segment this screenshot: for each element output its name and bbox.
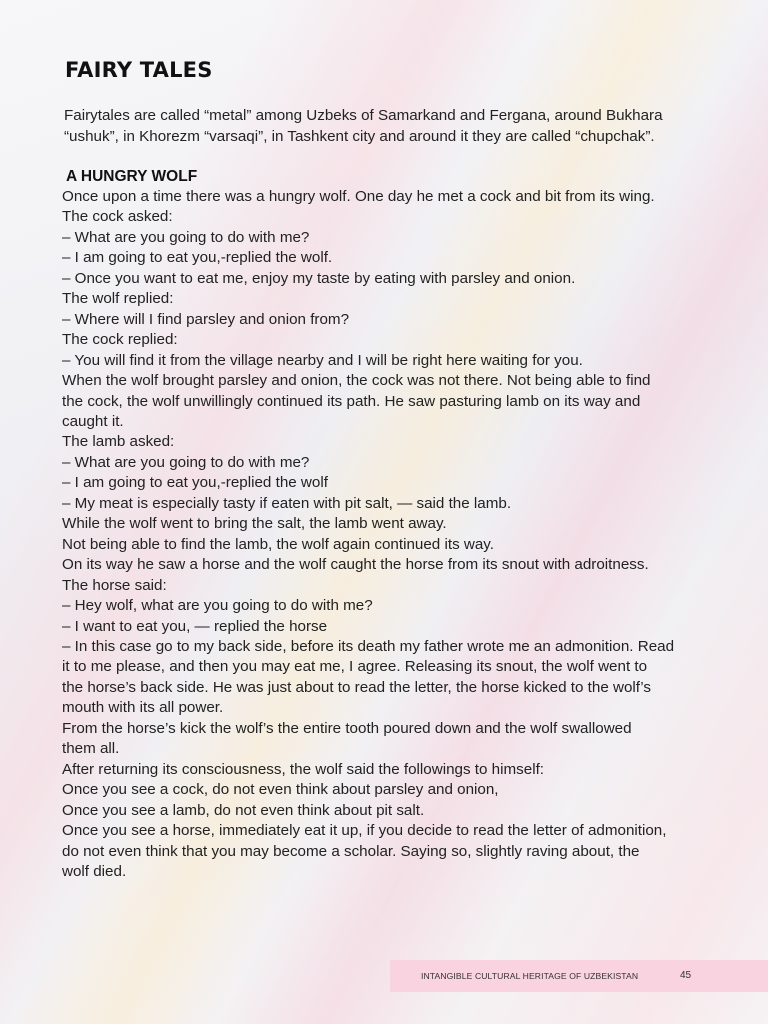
- story-line: The cock replied:: [62, 331, 178, 349]
- story-line: do not even think that you may become a scholar. Saying so, slightly raving about, the: [62, 842, 640, 860]
- story-text: [62, 187, 702, 882]
- story-line: wolf died.: [62, 862, 127, 880]
- story-line: – Hey wolf, what are you going to do with me?: [62, 597, 373, 615]
- story-line: Once upon a time there was a hungry wolf. One day he met a cock and bit from its wing.: [62, 188, 655, 205]
- story-line: Once you see a lamb, do not even think about pit salt.: [62, 801, 425, 819]
- story-line: Not being able to find the lamb, the wolf again continued its way.: [62, 535, 494, 553]
- story-line: Once you see a cock, do not even think about parsley and onion,: [62, 781, 499, 799]
- story-line: – My meat is especially tasty if eaten with pit salt, — said the lamb.: [62, 494, 512, 512]
- story-line: them all.: [62, 740, 120, 758]
- story-line: it to me please, and then you may eat me, I agree. Releasing its snout, the wolf went to: [62, 658, 648, 676]
- story-line: the horse’s back side. He was just about to read the letter, the horse kicked to the wolf’s: [62, 678, 651, 696]
- story-line: – Once you want to eat me, enjoy my taste by eating with parsley and onion.: [62, 269, 576, 287]
- story-line: – I am going to eat you,-replied the wolf.: [62, 249, 333, 267]
- story-line: While the wolf went to bring the salt, the lamb went away.: [62, 515, 447, 533]
- story-line: The cock asked:: [62, 208, 173, 226]
- story-line: – In this case go to my back side, before its death my father wrote me an admonition. Read: [62, 637, 675, 655]
- story-line: caught it.: [62, 412, 124, 430]
- story-line: – I am going to eat you,-replied the wolf: [62, 474, 328, 492]
- story-line: After returning its consciousness, the wolf said the followings to himself:: [62, 760, 545, 778]
- footer-band: [390, 960, 768, 992]
- section-title: FAIRY TALES: [65, 58, 213, 82]
- story-line: – What are you going to do with me?: [62, 453, 310, 471]
- story-line: The horse said:: [62, 576, 167, 594]
- story-line: the cock, the wolf unwillingly continued its path. He saw pasturing lamb on its way and: [62, 392, 641, 410]
- page-number: 45: [680, 970, 692, 981]
- story-line: The lamb asked:: [62, 433, 175, 451]
- story-line: – What are you going to do with me?: [62, 228, 310, 246]
- story-line: – You will find it from the village nearby and I will be right here waiting for you.: [62, 351, 583, 369]
- story-line: The wolf replied:: [62, 290, 174, 308]
- story-line: mouth with its all power.: [62, 699, 224, 717]
- story-line: From the horse’s kick the wolf’s the entire tooth poured down and the wolf swallowed: [62, 719, 632, 737]
- story-line: On its way he saw a horse and the wolf caught the horse from its snout with adroitness.: [62, 556, 649, 574]
- story-line: Once you see a horse, immediately eat it up, if you decide to read the letter of admonition,: [62, 822, 667, 840]
- footer-label: INTANGIBLE CULTURAL HERITAGE OF UZBEKISTAN: [421, 971, 639, 981]
- intro-paragraph: Fairytales are called “metal” among Uzbeks of Samarkand and Fergana, around Bukhara “ushuk”, in Khorezm “varsaqi”, in Tashkent city and around it they are called “chupchak”.: [64, 107, 663, 145]
- story-line: – I want to eat you, — replied the horse: [62, 617, 328, 635]
- story-line: When the wolf brought parsley and onion, the cock was not there. Not being able to find: [62, 372, 651, 390]
- story-title: A HUNGRY WOLF: [66, 168, 198, 185]
- story-line: – Where will I find parsley and onion from?: [62, 310, 350, 328]
